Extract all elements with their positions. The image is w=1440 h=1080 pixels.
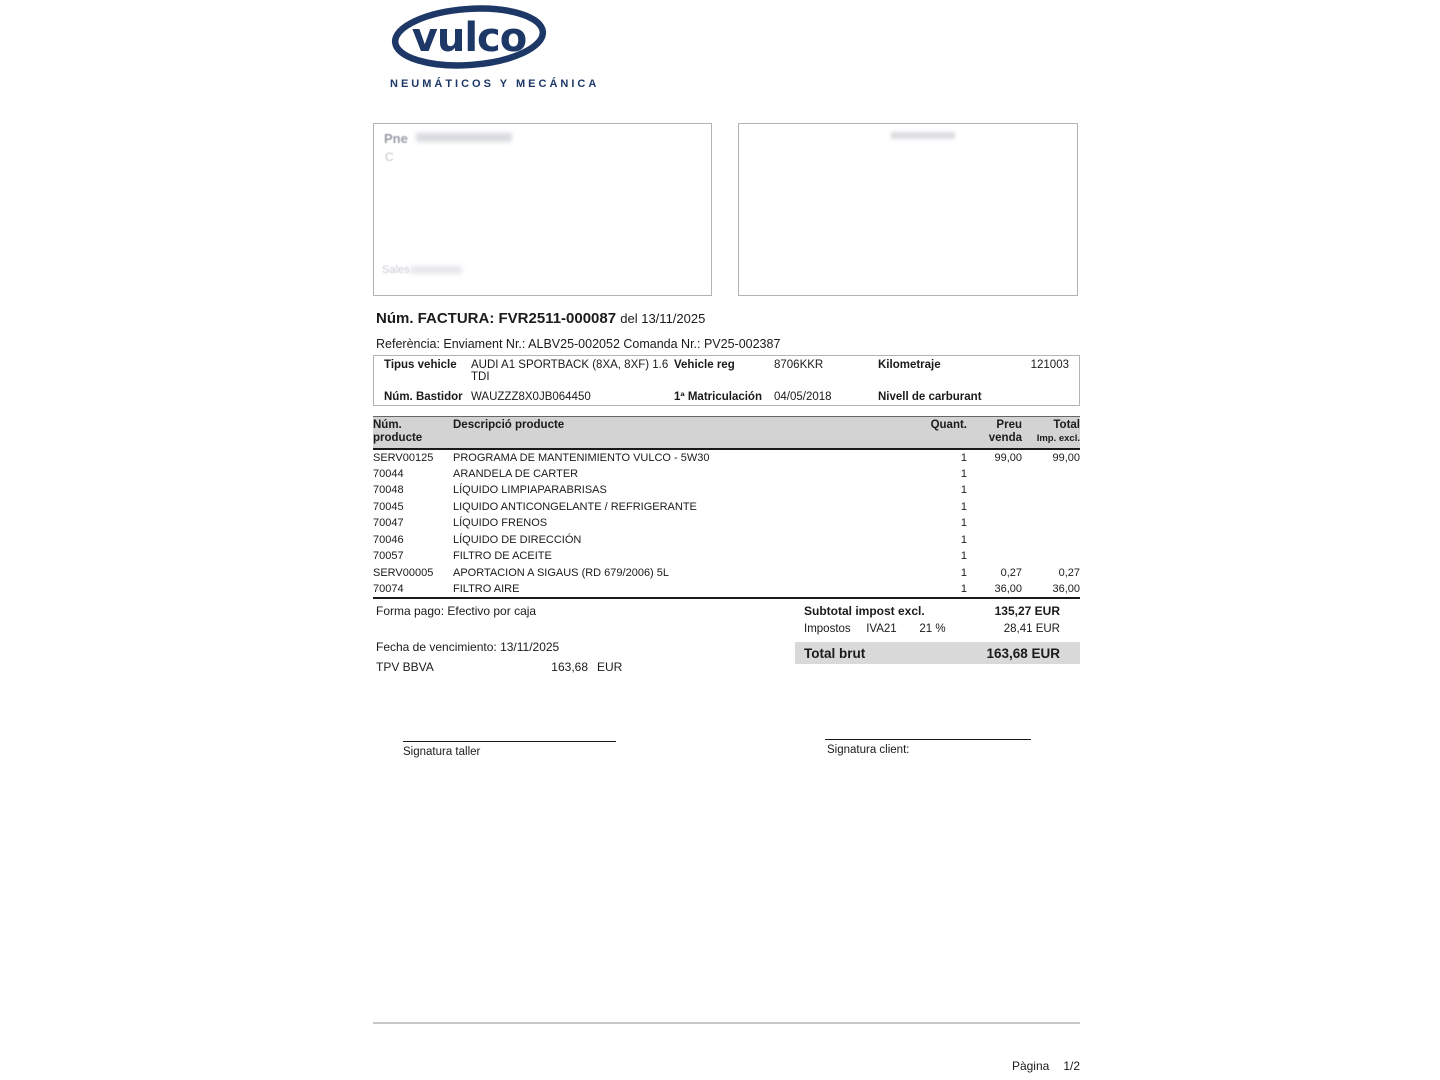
product-total-cell (1022, 466, 1080, 483)
product-quantity-cell: 1 (960, 550, 967, 563)
grand-total-label: Total brut (804, 645, 866, 661)
brand-tagline: NEUMÁTICOS Y MECÁNICA (390, 78, 600, 90)
column-header-total: Total Imp. excl. (1022, 417, 1080, 450)
redacted-text (410, 266, 462, 274)
product-number-cell: 70057 (373, 550, 404, 563)
brand-block (389, 5, 619, 90)
vehicle-label: Vehicle reg (674, 358, 735, 371)
tax-value: 28,41 EUR (1003, 623, 1060, 635)
product-description-cell: ARANDELA DE CARTER (453, 467, 579, 480)
page-number: 1/2 (1063, 1059, 1080, 1073)
due-date: Fecha de vencimiento: 13/11/2025 (376, 640, 560, 654)
product-total-cell (1022, 532, 1080, 549)
product-quantity-cell: 1 (960, 484, 967, 497)
vehicle-label: Núm. Bastidor (384, 390, 463, 403)
product-number-cell: 70045 (373, 500, 404, 513)
table-row (373, 515, 1080, 532)
product-total-cell (1022, 515, 1080, 532)
table-row (373, 466, 1080, 483)
signature-line-workshop (403, 741, 616, 742)
page-label: Pàgina (1011, 1059, 1050, 1073)
invoice-date: del 13/11/2025 (620, 311, 706, 326)
subtotal-label: Subtotal impost excl. (804, 604, 925, 618)
product-price-cell (967, 515, 1022, 532)
product-number-cell: SERV00125 (373, 451, 434, 464)
invoice-reference: Referència: Enviament Nr.: ALBV25-002052 Comanda Nr.: PV25-002387 (376, 337, 781, 351)
customer-address-box (738, 123, 1078, 296)
grand-total-value: 163,68 EUR (986, 645, 1060, 661)
product-total-cell (1022, 548, 1080, 565)
table-row (373, 581, 1080, 598)
product-quantity-cell: 1 (960, 467, 967, 480)
product-description-cell: LIQUIDO ANTICONGELANTE / REFRIGERANTE (453, 500, 697, 513)
product-quantity-cell: 1 (960, 517, 967, 530)
product-description-cell: LÍQUIDO LIMPIAPARABRISAS (453, 484, 607, 497)
table-row (373, 548, 1080, 565)
product-description-cell: LÍQUIDO FRENOS (453, 517, 548, 530)
signature-line-client (825, 739, 1031, 740)
redacted-text: C (385, 150, 394, 164)
vehicle-label: Tipus vehicle (384, 358, 457, 371)
product-total-cell (1022, 499, 1080, 516)
product-quantity-cell: 1 (960, 533, 967, 546)
tpv-amount: 163,68 (551, 660, 588, 674)
totals-panel (795, 603, 1080, 664)
product-total-cell (1022, 482, 1080, 499)
product-number-cell: 70048 (373, 484, 404, 497)
product-description-cell: PROGRAMA DE MANTENIMIENTO VULCO - 5W30 (453, 451, 710, 464)
footer-divider (373, 1022, 1080, 1024)
product-description-cell: APORTACION A SIGAUS (RD 679/2006) 5L (453, 566, 670, 579)
column-header-desc: Descripció producte (453, 417, 909, 450)
vehicle-label: Nivell de carburant (878, 390, 982, 403)
product-total-cell: 0,27 (1058, 566, 1080, 579)
product-quantity-cell: 1 (960, 500, 967, 513)
signature-label-workshop: Signatura taller (403, 746, 481, 758)
column-header-qty: Quant. (909, 417, 967, 450)
tpv-label: TPV BBVA (376, 660, 434, 674)
grand-total-row (795, 642, 1080, 664)
vehicle-label: Kilometraje (878, 358, 941, 371)
product-quantity-cell: 1 (960, 566, 967, 579)
vehicle-label: 1ª Matriculación (674, 390, 762, 403)
product-description-cell: FILTRO AIRE (453, 582, 520, 595)
vulco-logo-icon (389, 5, 549, 69)
page-footer (1012, 1059, 1080, 1073)
vehicle-value: 121003 (1030, 358, 1069, 371)
redacted-text (891, 132, 955, 139)
tax-rate: 21 % (919, 623, 946, 635)
product-price-cell: 99,00 (994, 451, 1022, 464)
product-number-cell: 70074 (373, 582, 404, 595)
product-number-cell: 70046 (373, 533, 404, 546)
logo-text: vulco (411, 15, 527, 61)
product-table-header (373, 417, 1080, 450)
column-header-price: Preu venda (967, 417, 1022, 450)
signature-label-client: Signatura client: (827, 744, 910, 756)
product-price-cell (967, 466, 1022, 483)
product-number-cell: 70044 (373, 467, 404, 480)
table-row (373, 499, 1080, 516)
vehicle-value: WAUZZZ8X0JB064450 (471, 390, 591, 403)
sender-address-box (373, 123, 712, 296)
subtotal-value: 135,27 EUR (994, 604, 1060, 618)
product-quantity-cell: 1 (960, 451, 967, 464)
vehicle-value: 04/05/2018 (774, 390, 832, 403)
product-description-cell: LÍQUIDO DE DIRECCIÓN (453, 533, 582, 546)
invoice-page (373, 0, 1080, 1080)
table-row (373, 449, 1080, 466)
tpv-currency: EUR (597, 660, 623, 674)
column-header-num: Núm. producte (373, 417, 453, 450)
tax-label: Impostos (804, 623, 851, 635)
product-price-cell (967, 532, 1022, 549)
subtotal-row (795, 603, 1080, 621)
product-price-cell (967, 548, 1022, 565)
table-row (373, 565, 1080, 582)
redacted-text (416, 133, 512, 142)
table-row (373, 532, 1080, 549)
product-description-cell: FILTRO DE ACEITE (453, 550, 552, 563)
vehicle-value (1004, 391, 1069, 403)
product-price-cell: 0,27 (1000, 566, 1022, 579)
product-table (373, 416, 1080, 599)
vehicle-info-table (373, 355, 1080, 406)
invoice-title (376, 310, 705, 327)
table-row (373, 482, 1080, 499)
product-table-body (373, 449, 1080, 598)
product-price-cell (967, 499, 1022, 516)
vehicle-value: 8706KKR (774, 358, 824, 371)
product-number-cell: SERV00005 (373, 566, 434, 579)
product-number-cell: 70047 (373, 517, 404, 530)
payment-method: Forma pago: Efectivo por caja (376, 604, 537, 618)
tax-code: IVA21 (866, 623, 897, 635)
product-total-cell: 36,00 (1052, 582, 1080, 595)
vehicle-value: AUDI A1 SPORTBACK (8XA, 8XF) 1.6 TDI (471, 358, 669, 383)
invoice-number: Núm. FACTURA: FVR2511-000087 (376, 310, 617, 327)
product-price-cell (967, 482, 1022, 499)
redacted-text: Pne (384, 131, 408, 146)
redacted-text: Sales (382, 264, 410, 276)
tax-row (795, 621, 1080, 639)
product-quantity-cell: 1 (960, 582, 967, 595)
product-total-cell: 99,00 (1052, 451, 1080, 464)
product-price-cell: 36,00 (994, 582, 1022, 595)
